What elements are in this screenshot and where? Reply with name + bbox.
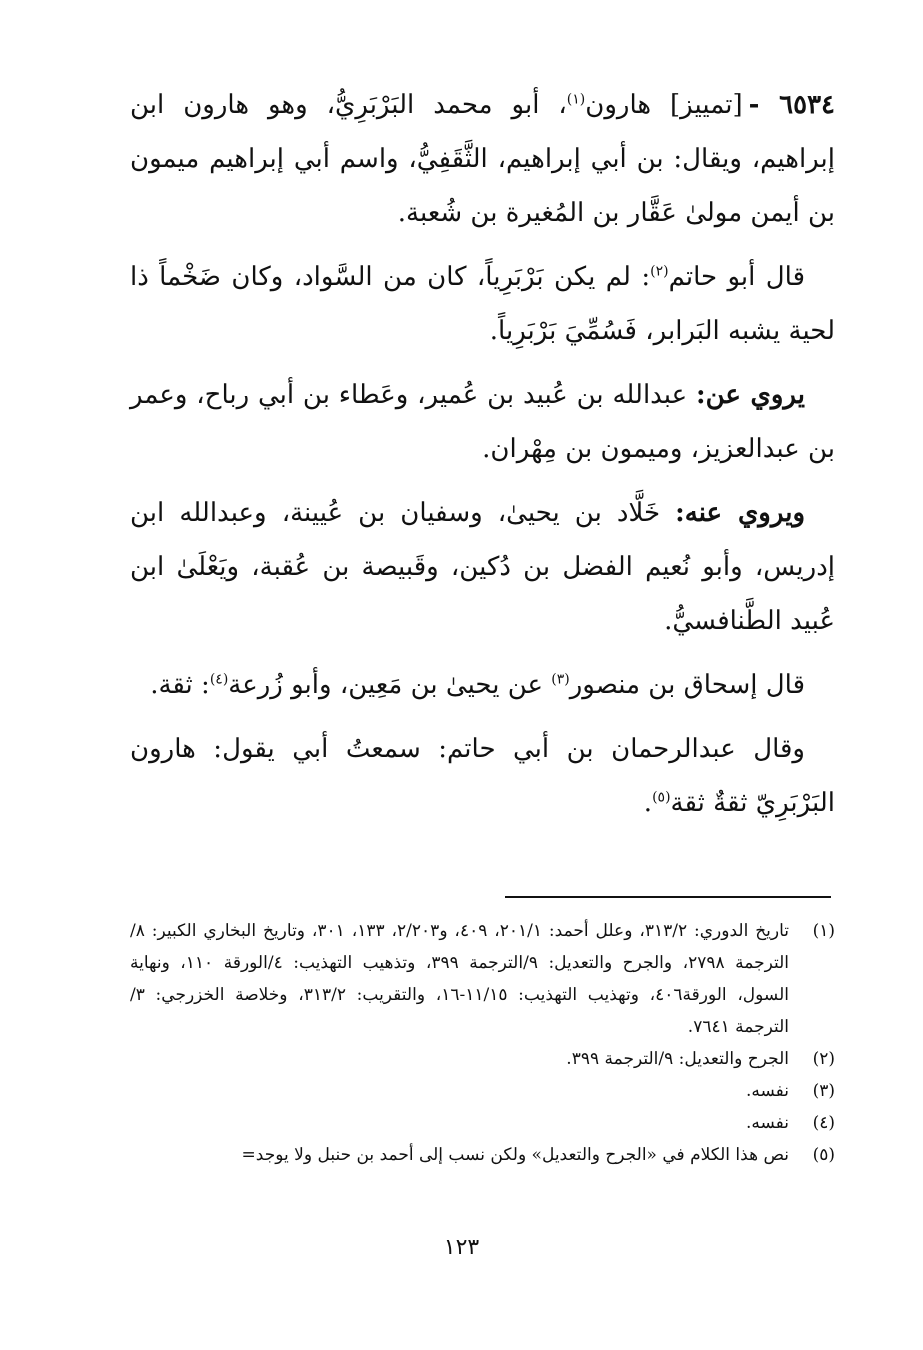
footnote-item [130,1107,835,1139]
footnote-text: تاريخ الدوري: ٣١٣/٢، وعلل أحمد: ٢٠١/١، ٤٠٩، و٢/٢٠٣، ١٣٣، ٣٠١، وتاريخ البخاري الكبير: ٨/الترجمة ٢٧٩٨، والجرح والتعديل: ٩/الترجمة ٣٩٩، وتذهيب التهذيب: ٤/الورقة ١١٠، ونهاية السول، الورقة٤٠٦، وتهذيب التهذيب: ١١/١٥-١٦، والتقريب: ٣١٣/٢، وخلاصة الخزرجي: ٣/الترجمة ٧٦٤١. [130,921,790,1037]
entry-title: [تمييز] هارون [585,90,743,120]
ishaq-paragraph [130,658,835,712]
entry-heading-paragraph [130,78,835,240]
footnote-text: نص هذا الكلام في «الجرح والتعديل» ولكن نسب إلى أحمد بن حنبل ولا يوجد= [241,1145,789,1165]
narrates-from-list: عبدالله بن عُبيد بن عُمير، وعَطاء بن أبي رباح، وعمر بن عبدالعزيز، وميمون بن مِهْران. [130,380,835,464]
entry-description: ، أبو محمد البَرْبَرِيُّ، وهو هارون ابن إبراهيم، ويقال: بن أبي إبراهيم، الثَّقَفِيُّ، واسم أبي إبراهيم ميمون بن أيمن مولىٰ عَقَّار بن المُغيرة بن شُعبة. [130,90,835,228]
footnote-number: (١) [812,921,835,941]
footnote-separator [505,896,831,898]
footnote-item [130,1139,835,1171]
footnote-number: (٢) [812,1049,835,1069]
footnote-text: نفسه. [745,1081,789,1101]
ishaq-continuation: عن يحيىٰ بن مَعِين، وأبو زُرعة [228,670,552,700]
page-number: ١٢٣ [443,1235,480,1260]
footnote-text: نفسه. [745,1113,789,1133]
footnote-ref-2: (٢) [650,263,669,280]
footnote-item [130,915,835,1043]
footnote-number: (٥) [812,1145,835,1165]
narrates-from-paragraph [130,368,835,476]
footnote-number: (٣) [812,1081,835,1101]
abu-hatim-paragraph [130,250,835,358]
abu-hatim-quote: : لم يكن بَرْبَرِياً، كان من السَّواد، وكان ضَخْماً ذا لحية يشبه البَرابر، فَسُمِّيَ بَرْبَرِياً. [130,262,835,346]
narrated-by-label: ويروي عنه: [675,498,805,528]
footnote-number: (٤) [812,1113,835,1133]
ibn-abi-hatim-quote: وقال عبدالرحمان بن أبي حاتم: سمعتُ أبي يقول: هارون البَرْبَرِيّ ثقةٌ ثقة [130,734,835,818]
main-text [130,78,835,840]
narrated-by-paragraph [130,486,835,648]
footnote-item [130,1075,835,1107]
footnote-ref-5: (٥) [652,789,671,806]
narrates-from-label: يروي عن: [696,380,806,410]
footnote-text: الجرح والتعديل: ٩/الترجمة ٣٩٩. [566,1049,789,1069]
footnote-item [130,1043,835,1075]
footnote-ref-1: (١) [566,91,586,108]
footnote-ref-4: (٤) [209,671,229,688]
narrated-by-list: خَلَّاد بن يحيىٰ، وسفيان بن عُيينة، وعبدالله ابن إدريس، وأبو نُعيم الفضل بن دُكين، وقَبيصة بن عُقبة، ويَعْلَىٰ ابن عُبيد الطَّنافسيُّ. [130,498,835,636]
ishaq-verdict: : ثقة. [150,670,210,700]
entry-number: ٦٥٣٤ - [748,90,835,120]
ibn-abi-hatim-paragraph [130,722,835,830]
abu-hatim-attribution: قال أبو حاتم [668,262,805,292]
footnote-ref-3: (٣) [551,671,570,688]
footnotes [130,915,835,1171]
ishaq-attribution: قال إسحاق بن منصور [569,670,805,700]
ibn-abi-hatim-period: . [643,788,653,818]
